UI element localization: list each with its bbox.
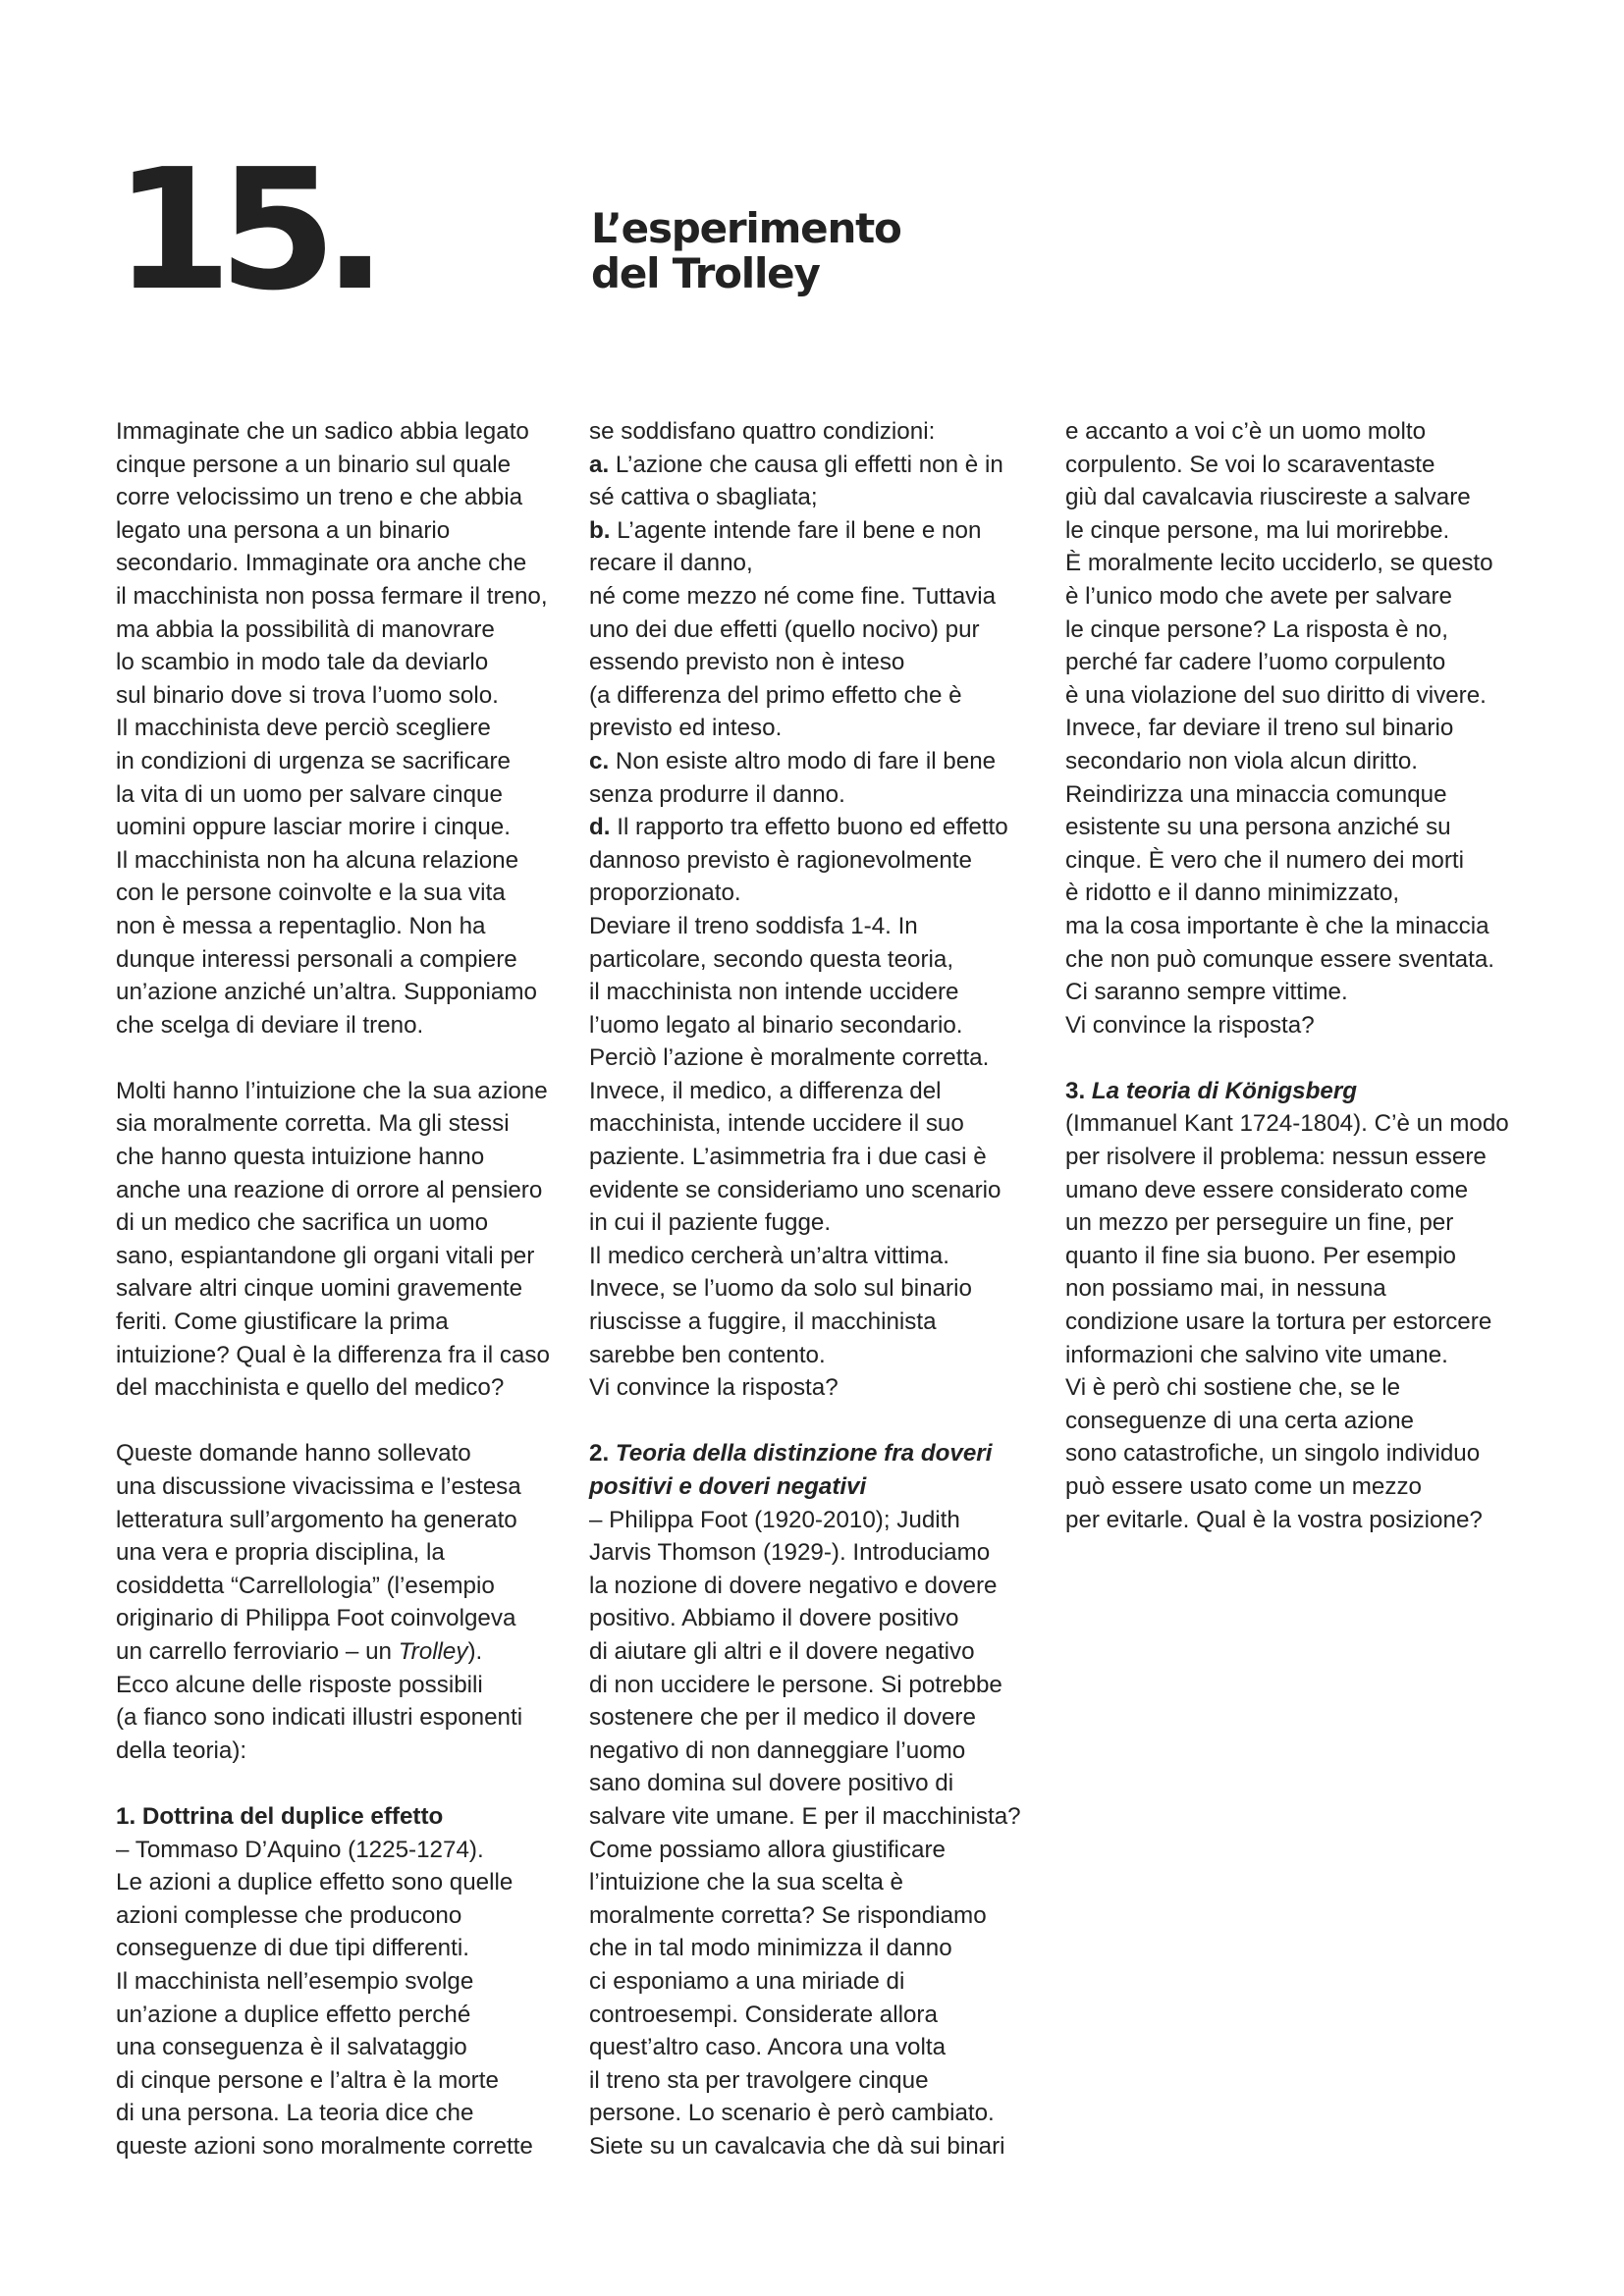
chapter-title-line: del Trolley <box>591 249 820 297</box>
text-line: Ci saranno sempre vittime. <box>1065 979 1348 1006</box>
condition-marker: d. <box>589 814 611 841</box>
column-3 <box>1065 415 1517 1536</box>
text-line: particolare, secondo questa teoria, <box>589 945 954 973</box>
text-line: perché far cadere l’uomo corpulento <box>1065 649 1446 676</box>
text-line: Il macchinista nell’esempio svolge <box>116 1967 474 1995</box>
text-line: sia moralmente corretta. Ma gli stessi <box>116 1110 510 1138</box>
text-line: è l’unico modo che avete per salvare <box>1065 582 1452 610</box>
text-line: sano domina sul dovere positivo di <box>589 1770 954 1797</box>
text-line: il macchinista non intende uccidere <box>589 979 959 1006</box>
text-span: ). <box>467 1637 483 1665</box>
column-1 <box>116 415 568 2163</box>
text-line: sono catastrofiche, un singolo individuo <box>1065 1440 1481 1468</box>
overpass-paragraph <box>1065 415 1517 1041</box>
discussion-paragraph <box>116 1437 568 1767</box>
text-line: è una violazione del suo diritto di vivere. <box>1065 681 1487 709</box>
text-line: che scelga di deviare il treno. <box>116 1011 424 1039</box>
text-line: quest’altro caso. Ancora una volta <box>589 2034 947 2061</box>
text-line: giù dal cavalcavia riuscireste a salvare <box>1065 484 1471 511</box>
text-line: queste azioni sono moralmente corrette <box>116 2132 533 2160</box>
text-span: Il rapporto tra effetto buono ed effetto <box>610 814 1008 841</box>
text-line: Invece, se l’uomo da solo sul binario <box>589 1275 972 1303</box>
text-line: Vi convince la risposta? <box>589 1374 839 1402</box>
text-span: Non esiste altro modo di fare il bene <box>609 747 997 774</box>
text-line: sostenere che per il medico il dovere <box>589 1704 976 1732</box>
text-line: in cui il paziente fugge. <box>589 1209 832 1237</box>
section-title: positivi e doveri negativi <box>589 1473 867 1500</box>
text-line: il macchinista non possa fermare il treno, <box>116 582 548 610</box>
text-line: salvare altri cinque uomini gravemente <box>116 1275 523 1303</box>
text-line: uno dei due effetti (quello nocivo) pur <box>589 615 980 643</box>
text-line: ci esponiamo a una miriade di <box>589 1967 905 1995</box>
text-line: in condizioni di urgenza se sacrificare <box>116 747 511 774</box>
condition-a <box>589 449 1041 514</box>
text-line: Ecco alcune delle risposte possibili <box>116 1671 483 1698</box>
text-line: un mezzo per perseguire un fine, per <box>1065 1209 1454 1237</box>
text-line: che non può comunque essere sventata. <box>1065 945 1495 973</box>
text-line: anche una reazione di orrore al pensiero <box>116 1176 543 1203</box>
text-line: della teoria): <box>116 1736 247 1764</box>
text-line: lo scambio in modo tale da deviarlo <box>116 649 489 676</box>
text-line: recare il danno, <box>589 550 753 577</box>
text-line: evidente se consideriamo uno scenario <box>589 1176 1001 1203</box>
trolley-italic: Trolley <box>398 1637 468 1665</box>
text-line: di un medico che sacrifica un uomo <box>116 1209 489 1237</box>
text-line: paziente. L’asimmetria fra i due casi è <box>589 1144 987 1171</box>
text-line: Molti hanno l’intuizione che la sua azione <box>116 1077 548 1104</box>
text-span: L’agente intende fare il bene e non <box>610 516 982 544</box>
text-span: un carrello ferroviario – un <box>116 1637 399 1665</box>
text-line: ma la cosa importante è che la minaccia <box>1065 912 1489 939</box>
condition-b <box>589 514 1041 745</box>
text-line: feriti. Come giustificare la prima <box>116 1308 449 1336</box>
section-number: 3. <box>1065 1077 1092 1104</box>
text-line: secondario. Immaginate ora anche che <box>116 550 527 577</box>
condition-marker: c. <box>589 747 610 774</box>
text-line: persone. Lo scenario è però cambiato. <box>589 2100 995 2127</box>
paragraph-spacer <box>1065 1041 1517 1075</box>
text-line: Il medico cercherà un’altra vittima. <box>589 1242 949 1269</box>
paragraph-spacer <box>116 1405 568 1438</box>
text-line: del macchinista e quello del medico? <box>116 1374 505 1402</box>
text-line: di cinque persone e l’altra è la morte <box>116 2066 499 2094</box>
text-line: di una persona. La teoria dice che <box>116 2100 474 2127</box>
text-line: per risolvere il problema: nessun essere <box>1065 1144 1487 1171</box>
text-line: le cinque persone, ma lui morirebbe. <box>1065 516 1450 544</box>
text-line: Invece, far deviare il treno sul binario <box>1065 715 1454 742</box>
text-line: di aiutare gli altri e il dovere negativo <box>589 1637 975 1665</box>
section-2 <box>589 1437 1041 2163</box>
text-line: cinque persone a un binario sul quale <box>116 451 512 478</box>
text-line: che in tal modo minimizza il danno <box>589 1935 952 1962</box>
text-line: Invece, il medico, a differenza del <box>589 1077 942 1104</box>
text-line: esistente su una persona anziché su <box>1065 814 1451 841</box>
text-line: è ridotto e il danno minimizzato, <box>1065 880 1400 907</box>
text-line: né come mezzo né come fine. Tuttavia <box>589 582 997 610</box>
section-1 <box>116 1800 568 2163</box>
text-line: senza produrre il danno. <box>589 780 845 808</box>
text-line: Immaginate che un sadico abbia legato <box>116 418 529 445</box>
text-line <box>589 811 1041 844</box>
text-line <box>116 1635 568 1669</box>
text-line: moralmente corretta? Se rispondiamo <box>589 1901 987 1929</box>
condition-c <box>589 745 1041 811</box>
text-line <box>589 449 1041 482</box>
text-line: Vi è però chi sostiene che, se le <box>1065 1374 1401 1402</box>
paragraph-spacer <box>116 1041 568 1075</box>
text-line: e accanto a voi c’è un uomo molto <box>1065 418 1427 445</box>
text-line: conseguenze di due tipi differenti. <box>116 1935 469 1962</box>
paragraph-spacer <box>589 1405 1041 1438</box>
text-line: originario di Philippa Foot coinvolgeva <box>116 1605 516 1632</box>
section-3 <box>1065 1075 1517 1536</box>
text-line: non è messa a repentaglio. Non ha <box>116 912 486 939</box>
text-line <box>589 514 1041 548</box>
text-line: sano, espiantandone gli organi vitali per <box>116 1242 535 1269</box>
text-line: sarebbe ben contento. <box>589 1341 826 1368</box>
paragraph-spacer <box>116 1767 568 1800</box>
chapter-title <box>591 206 901 296</box>
text-line: la nozione di dovere negativo e dovere <box>589 1572 998 1599</box>
text-line: l’uomo legato al binario secondario. <box>589 1011 963 1039</box>
text-line: (Immanuel Kant 1724-1804). C’è un modo <box>1065 1110 1509 1138</box>
text-line: macchinista, intende uccidere il suo <box>589 1110 964 1138</box>
text-line: Perciò l’azione è moralmente corretta. <box>589 1044 990 1072</box>
text-line: intuizione? Qual è la differenza fra il caso <box>116 1341 550 1368</box>
condition-marker: a. <box>589 451 610 478</box>
text-line: È moralmente lecito ucciderlo, se questo <box>1065 550 1493 577</box>
text-line: può essere usato come un mezzo <box>1065 1473 1423 1500</box>
text-line: Deviare il treno soddisfa 1-4. In <box>589 912 918 939</box>
text-line: per evitarle. Qual è la vostra posizione? <box>1065 1506 1483 1533</box>
text-line: cinque. È vero che il numero dei morti <box>1065 846 1465 874</box>
text-line: controesempi. Considerate allora <box>589 2001 938 2028</box>
text-line: dunque interessi personali a compiere <box>116 945 517 973</box>
text-line: una conseguenza è il salvataggio <box>116 2034 467 2061</box>
section-heading: 1. Dottrina del duplice effetto <box>116 1802 444 1830</box>
section-title: Teoria della distinzione fra doveri <box>615 1440 993 1468</box>
text-line: ma abbia la possibilità di manovrare <box>116 615 495 643</box>
conditions-conclusion <box>589 910 1041 1405</box>
chapter-title-line: L’esperimento <box>591 204 901 252</box>
text-line: – Philippa Foot (1920-2010); Judith <box>589 1506 960 1533</box>
text-line: una vera e propria disciplina, la <box>116 1539 445 1567</box>
text-line: il treno sta per travolgere cinque <box>589 2066 929 2094</box>
text-line: quanto il fine sia buono. Per esempio <box>1065 1242 1457 1269</box>
text-line: Queste domande hanno sollevato <box>116 1440 471 1468</box>
section-heading <box>589 1470 1041 1504</box>
text-line: Le azioni a duplice effetto sono quelle <box>116 1869 514 1896</box>
text-line: un’azione anziché un’altra. Supponiamo <box>116 979 537 1006</box>
text-line: condizione usare la tortura per estorcere <box>1065 1308 1492 1336</box>
text-line: (a fianco sono indicati illustri esponenti <box>116 1704 523 1732</box>
text-line: un’azione a duplice effetto perché <box>116 2001 471 2028</box>
text-line: uomini oppure lasciar morire i cinque. <box>116 814 511 841</box>
text-line: dannoso previsto è ragionevolmente <box>589 846 972 874</box>
text-line: corpulento. Se voi lo scaraventaste <box>1065 451 1435 478</box>
text-line: sé cattiva o sbagliata; <box>589 484 818 511</box>
text-line: le cinque persone? La risposta è no, <box>1065 615 1448 643</box>
text-line: Vi convince la risposta? <box>1065 1011 1315 1039</box>
condition-d <box>589 811 1041 910</box>
text-line: – Tommaso D’Aquino (1225-1274). <box>116 1836 484 1863</box>
text-line: informazioni che salvino vite umane. <box>1065 1341 1448 1368</box>
intuition-paragraph <box>116 1075 568 1405</box>
text-line: umano deve essere considerato come <box>1065 1176 1469 1203</box>
section-heading <box>589 1437 1041 1470</box>
text-line: di non uccidere le persone. Si potrebbe <box>589 1671 1002 1698</box>
text-line <box>589 745 1041 778</box>
intro-paragraph <box>116 415 568 1041</box>
text-line: letteratura sull’argomento ha generato <box>116 1506 517 1533</box>
section-title: La teoria di Königsberg <box>1091 1077 1358 1104</box>
text-line: positivo. Abbiamo il dovere positivo <box>589 1605 959 1632</box>
text-line: secondario non viola alcun diritto. <box>1065 747 1418 774</box>
text-line: la vita di un uomo per salvare cinque <box>116 780 503 808</box>
text-line: l’intuizione che la sua scelta è <box>589 1869 904 1896</box>
text-line: Jarvis Thomson (1929-). Introduciamo <box>589 1539 991 1567</box>
text-line: Come possiamo allora giustificare <box>589 1836 946 1863</box>
text-line: essendo previsto non è inteso <box>589 649 905 676</box>
text-line: riuscisse a fuggire, il macchinista <box>589 1308 937 1336</box>
text-line: non possiamo mai, in nessuna <box>1065 1275 1386 1303</box>
text-line: Siete su un cavalcavia che dà sui binari <box>589 2132 1005 2160</box>
section-number: 2. <box>589 1440 616 1468</box>
text-line: cosiddetta “Carrellologia” (l’esempio <box>116 1572 495 1599</box>
condition-marker: b. <box>589 516 611 544</box>
text-line: (a differenza del primo effetto che è <box>589 681 962 709</box>
text-line: legato una persona a un binario <box>116 516 451 544</box>
text-line: Reindirizza una minaccia comunque <box>1065 780 1447 808</box>
chapter-number: 15. <box>114 133 374 328</box>
text-line: con le persone coinvolte e la sua vita <box>116 880 506 907</box>
text-line: Il macchinista deve perciò scegliere <box>116 715 491 742</box>
section-heading <box>1065 1075 1517 1108</box>
text-line: conseguenze di una certa azione <box>1065 1407 1415 1434</box>
text-line: azioni complesse che producono <box>116 1901 462 1929</box>
text-line: se soddisfano quattro condizioni: <box>589 418 936 445</box>
text-line: salvare vite umane. E per il macchinista? <box>589 1802 1021 1830</box>
text-span: L’azione che causa gli effetti non è in <box>609 451 1003 478</box>
text-line: negativo di non danneggiare l’uomo <box>589 1736 966 1764</box>
text-line: proporzionato. <box>589 880 741 907</box>
text-line: corre velocissimo un treno e che abbia <box>116 484 523 511</box>
text-line: che hanno questa intuizione hanno <box>116 1144 485 1171</box>
text-line: una discussione vivacissima e l’estesa <box>116 1473 521 1500</box>
text-line: Il macchinista non ha alcuna relazione <box>116 846 519 874</box>
text-line: previsto ed inteso. <box>589 715 783 742</box>
column-2 <box>589 415 1041 2163</box>
text-line: sul binario dove si trova l’uomo solo. <box>116 681 499 709</box>
